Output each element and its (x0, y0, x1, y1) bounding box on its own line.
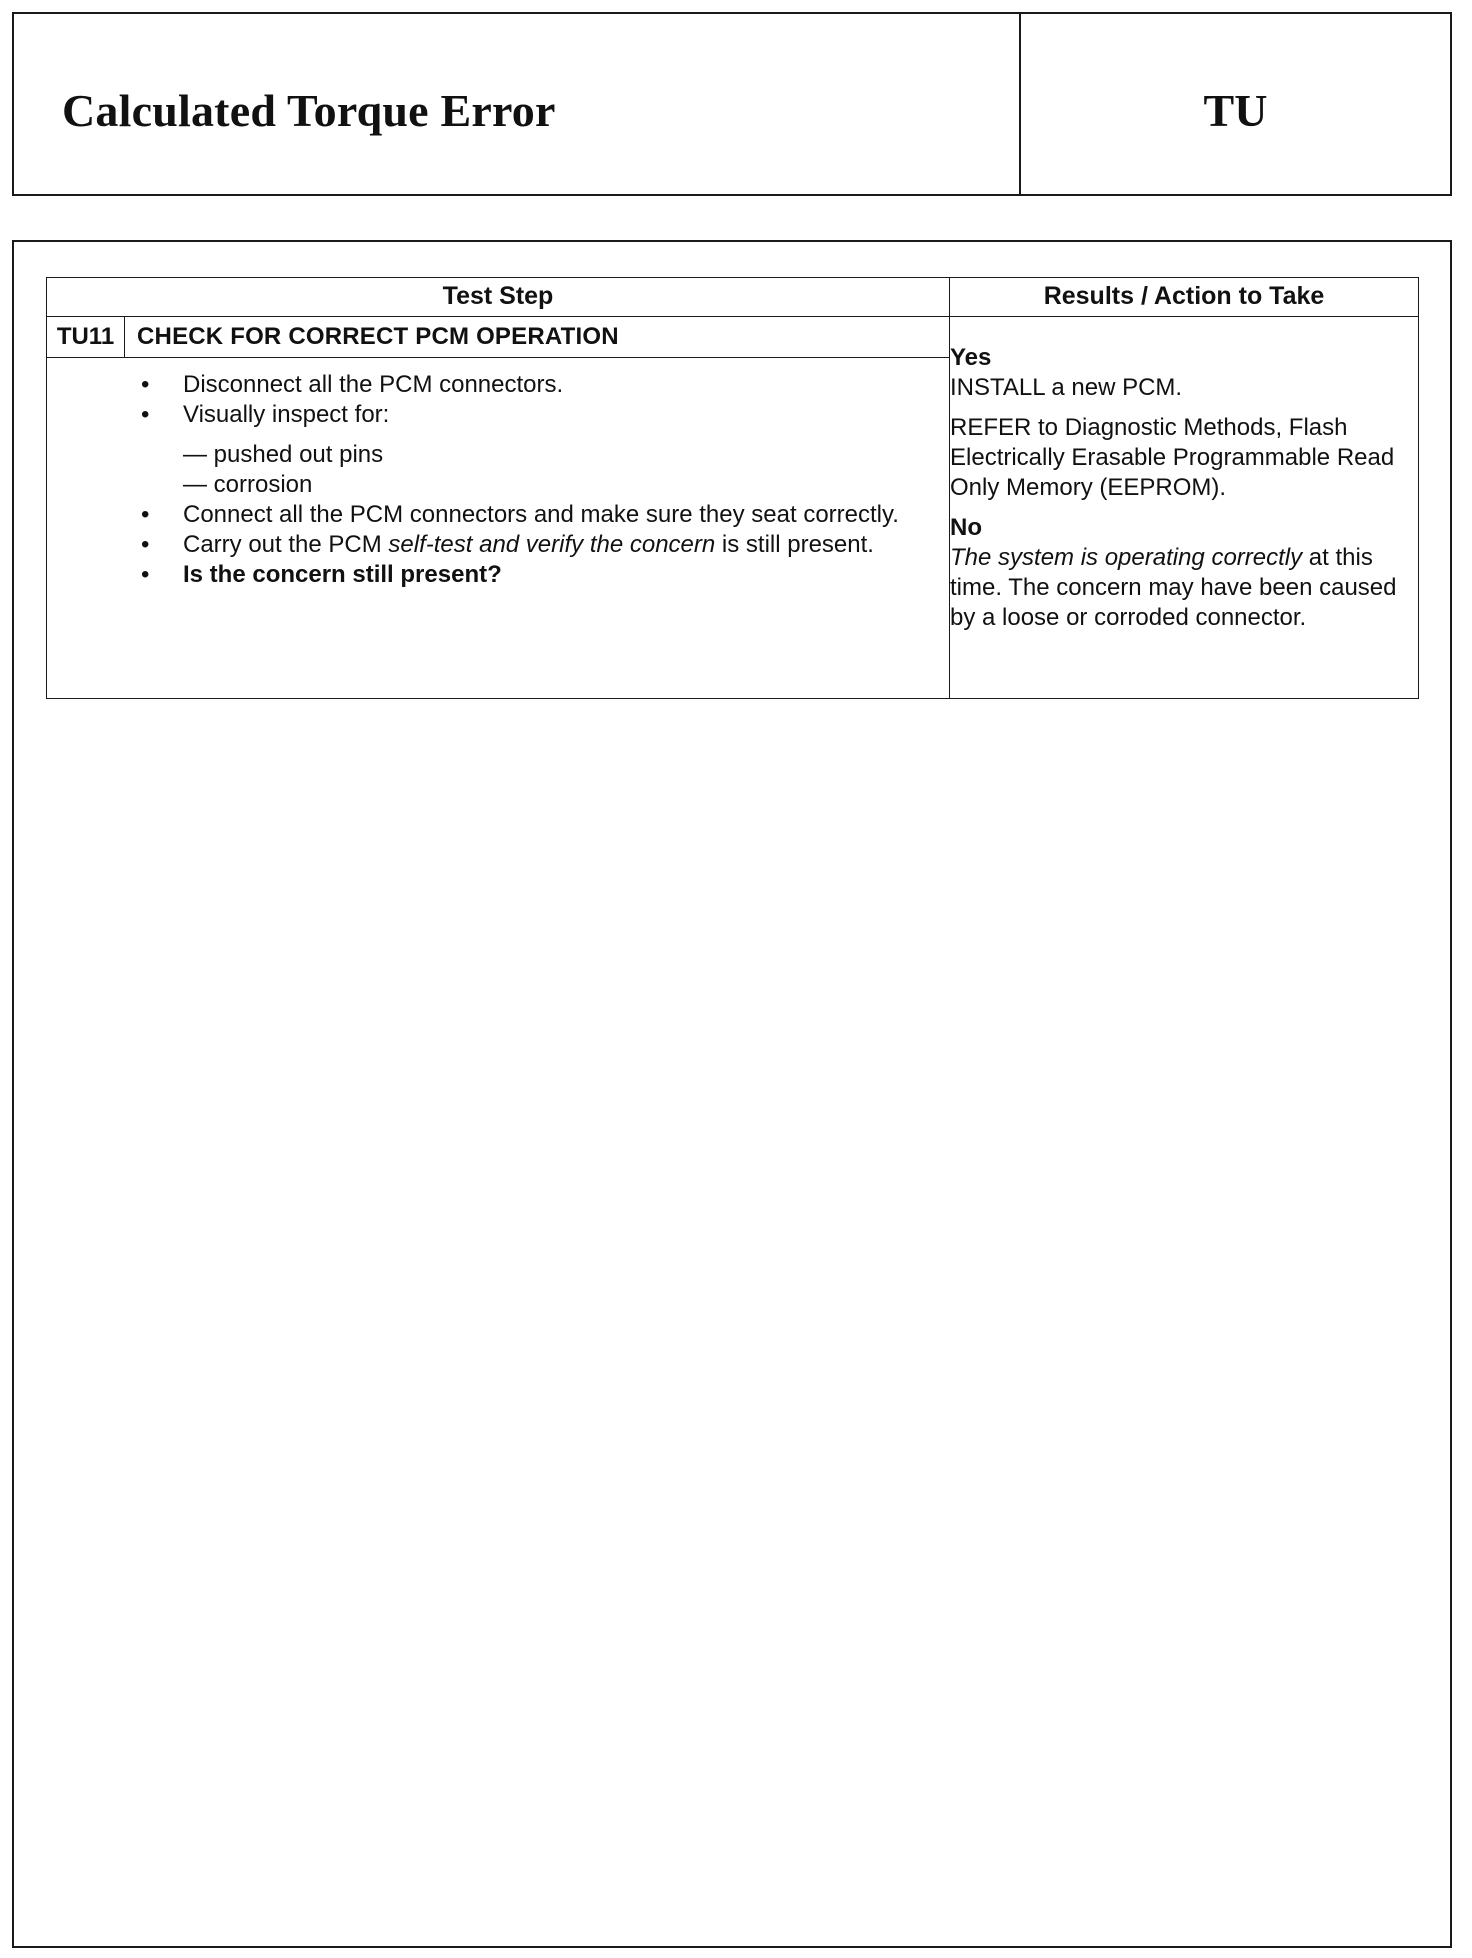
bullet-icon: • (141, 371, 150, 398)
list-item (141, 370, 929, 400)
results-cell (950, 317, 1419, 699)
instruction-text-italic: self-test and verify the concern (388, 531, 716, 558)
bullet-icon: • (141, 531, 150, 558)
test-step-table (46, 277, 1419, 699)
header-title-cell (14, 14, 1021, 194)
step-title: CHECK FOR CORRECT PCM OPERATION (137, 323, 619, 350)
inspect-item: — pushed out pins (183, 441, 384, 468)
step-id: TU11 (47, 317, 125, 357)
table-header-row (47, 278, 1419, 317)
step-instructions (141, 370, 929, 590)
yes-action: INSTALL a new PCM. (950, 374, 1183, 401)
no-label: No (950, 514, 982, 541)
instruction-text-post: is still present. (715, 531, 874, 558)
instruction-text (183, 531, 874, 558)
no-text-italic: The system is operating correctly (950, 544, 1303, 571)
test-step-header: Test Step (47, 278, 950, 317)
bullet-icon: • (141, 501, 150, 528)
instruction-text-pre: Carry out the PCM (183, 531, 389, 558)
no-text-rest: at this time. The concern may have been caused by a loose or corroded connector. (950, 544, 1397, 631)
instruction-text: Visually inspect for: (183, 401, 390, 428)
list-item (141, 530, 929, 560)
page-title: Calculated Torque Error (62, 85, 556, 136)
instruction-text: Connect all the PCM connectors and make sure they seat correctly. (183, 501, 899, 528)
inspect-item: — corrosion (183, 471, 313, 498)
instruction-text: Disconnect all the PCM connectors. (183, 371, 564, 398)
list-item (141, 400, 929, 500)
results-header: Results / Action to Take (950, 278, 1419, 317)
header-code-cell (1021, 14, 1450, 194)
yes-refer: REFER to Diagnostic Methods, Flash Electrically Erasable Programmable Read Only Memory (EEPROM). (950, 414, 1395, 501)
step-question: Is the concern still present? (183, 561, 502, 588)
list-item (141, 560, 929, 590)
step-title-row (47, 317, 1419, 358)
inspect-list (183, 440, 929, 500)
step-body-cell (47, 358, 950, 699)
list-item (141, 500, 929, 530)
yes-label: Yes (950, 344, 992, 371)
section-code: TU (1203, 85, 1268, 136)
page-header (12, 12, 1452, 196)
bullet-icon: • (141, 401, 150, 428)
no-text (950, 543, 1418, 633)
bullet-icon: • (141, 561, 150, 588)
step-title-cell (47, 317, 950, 358)
